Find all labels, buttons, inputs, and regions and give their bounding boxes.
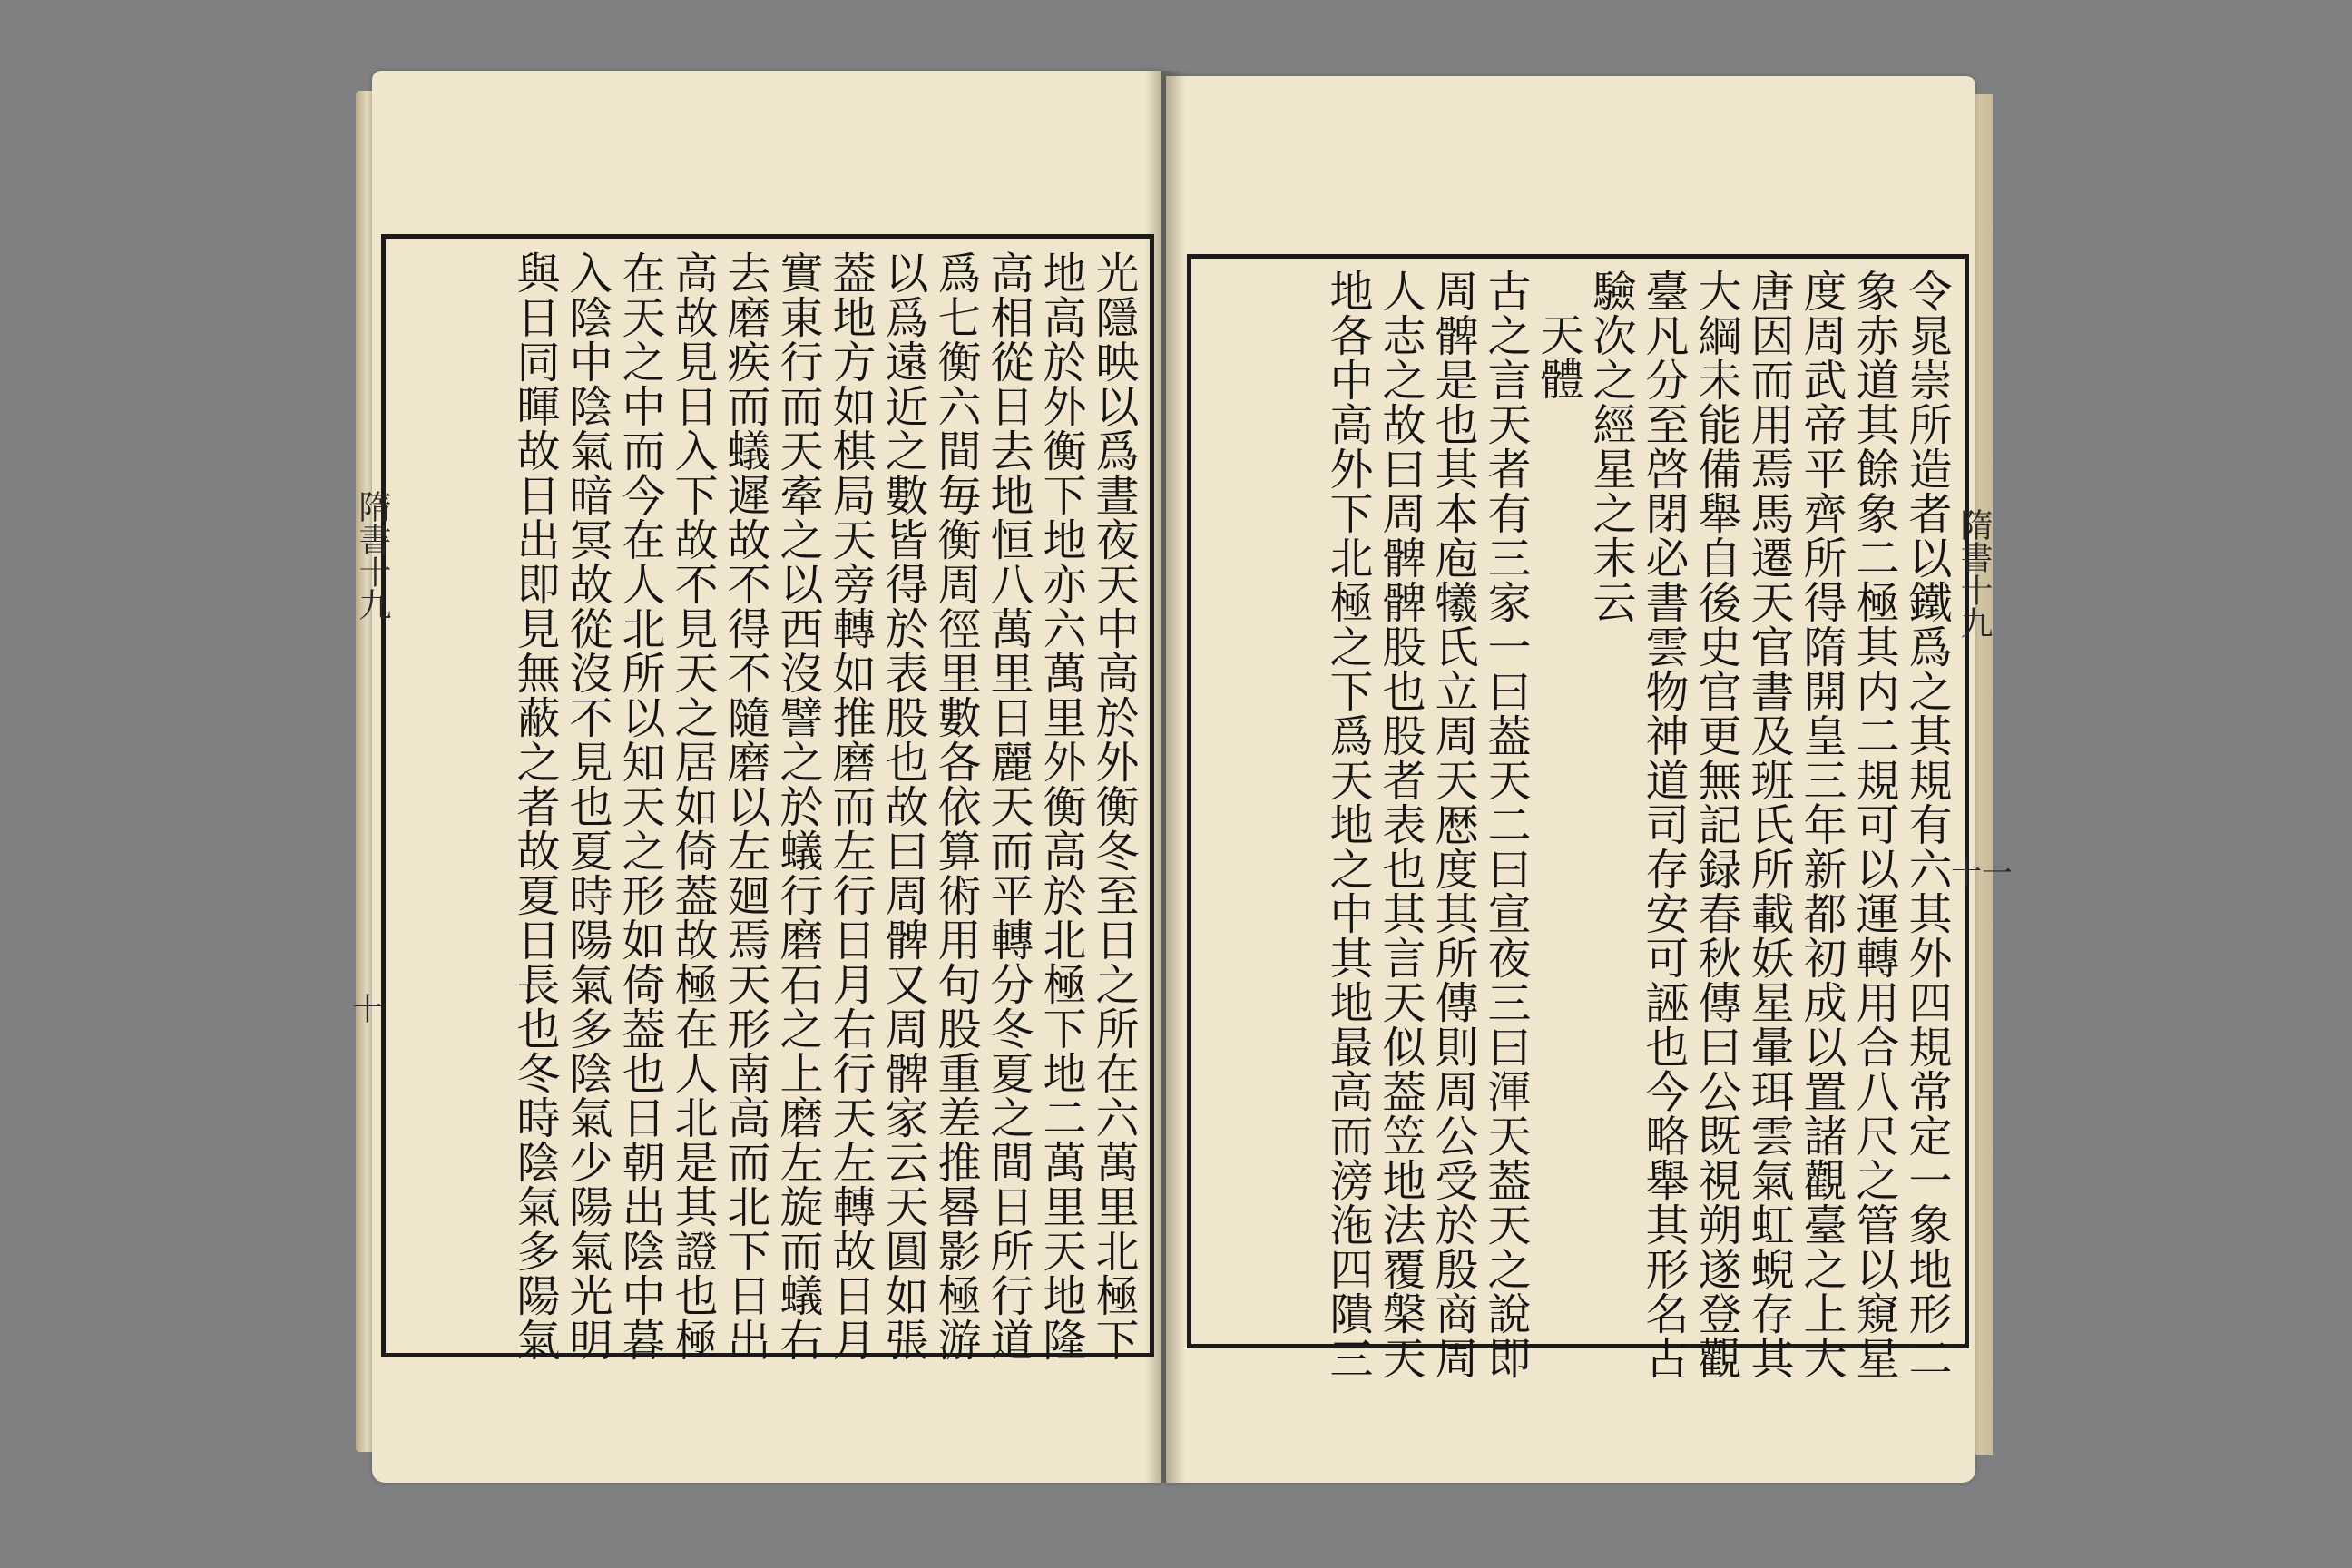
- text-column: 驗次之經星之末云: [1585, 269, 1636, 624]
- text-column: 周髀是也其本庖犧氏立周天厯度其所傳則周公受於殷商周: [1427, 269, 1478, 1380]
- left-margin-title: 隋書十九: [354, 490, 391, 621]
- left-folio-number: 十: [352, 992, 383, 1028]
- section-heading: 天體: [1533, 312, 1583, 401]
- text-column: 大綱未能備舉自後史官更無記録春秋傳曰公既視朔遂登觀: [1690, 269, 1741, 1380]
- text-column: 葢地方如棋局天旁轉如推磨而左行日月右行天左轉故日月: [825, 250, 876, 1362]
- text-column: 臺凡分至啓閉必書雲物神道司存安可誣也今略舉其形名占: [1638, 269, 1689, 1380]
- right-page-text: [1200, 269, 1953, 1380]
- right-margin-title: 隋書十九: [1955, 508, 1993, 639]
- right-folio-number: 十一: [1951, 856, 2013, 892]
- text-column: 象赤道其餘象二極其内二規可以運轉用合八尺之管以窺星: [1848, 269, 1899, 1380]
- text-column: 以爲遠近之數皆得於表股也故曰周髀又周髀家云天圓如張: [877, 250, 928, 1362]
- text-column: 入陰中陰氣暗冥故從沒不見也夏時陽氣多陰氣少陽氣光明: [562, 250, 612, 1362]
- text-column: 去磨疾而蟻遲故不得不隨磨以左廻焉天形南高而北下日出: [720, 250, 770, 1362]
- text-column: 爲七衡六間毎衡周徑里數各依算術用句股重差推晷影極游: [930, 250, 981, 1362]
- text-column: 地各中高外下北極之下爲天地之中其地最高而滂沲四隤三: [1322, 269, 1373, 1380]
- text-column: 高故見日入下故不見天之居如倚葢故極在人北是其證也極: [667, 250, 718, 1362]
- text-column: 人志之故曰周髀髀股也股者表也其言天似葢笠地法覆槃天: [1375, 269, 1426, 1380]
- text-column: 唐因而用焉馬遷天官書及班氏所載妖星暈珥雲氣虹蜺存其: [1743, 269, 1794, 1380]
- text-column: 度周武帝平齊所得隋開皇三年新都初成以置諸觀臺之上大: [1796, 269, 1847, 1380]
- text-column: 實東行而天牽之以西沒譬之於蟻行磨石之上磨左旋而蟻右: [772, 250, 823, 1362]
- text-column: 令晁崇所造者以鐵爲之其規有六其外四規常定一象地形二: [1901, 269, 1952, 1380]
- text-column: 光隱映以爲晝夜天中高於外衡冬至日之所在六萬里北極下: [1088, 250, 1139, 1362]
- text-column: 地高於外衡下地亦六萬里外衡高於北極下地二萬里天地隆: [1035, 250, 1086, 1362]
- text-column: 在天之中而今在人北所以知天之形如倚葢也日朝出陰中暮: [614, 250, 665, 1362]
- text-column: 與日同暉故日出即見無蔽之者故夏日長也冬時陰氣多陽氣: [509, 250, 560, 1362]
- text-column: 古之言天者有三家一曰葢天二曰宣夜三曰渾天葢天之說即: [1480, 269, 1531, 1380]
- text-column: 高相從日去地恒八萬里日麗天而平轉分冬夏之間日所行道: [983, 250, 1034, 1362]
- left-page-text: [396, 250, 1140, 1362]
